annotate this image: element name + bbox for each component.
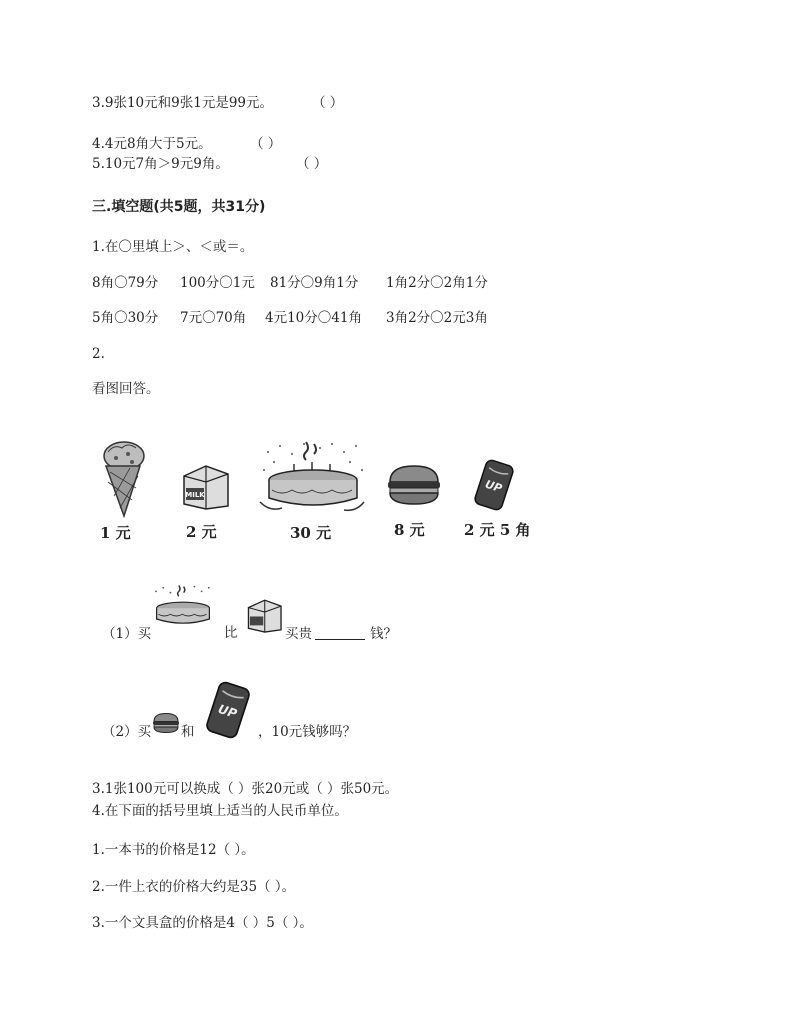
price-cake: 30 元 xyxy=(290,524,332,542)
soda-can-icon xyxy=(200,680,256,740)
subq2-suffix: ，10元钱够吗？ xyxy=(258,724,357,740)
fill-q2-title: 看图回答。 xyxy=(92,381,160,397)
compare-item[interactable]: 7元〇70角 xyxy=(180,310,247,326)
judge-q5-paren[interactable]: （ ） xyxy=(296,156,328,172)
price-hamburger: 8 元 xyxy=(394,521,425,539)
compare-item[interactable]: 1角2分〇2角1分 xyxy=(386,275,488,291)
price-ice-cream: 1 元 xyxy=(100,524,131,542)
cake-icon xyxy=(258,440,368,516)
judge-q5: 5.10元7角＞9元9角。 xyxy=(92,156,229,172)
answer-blank[interactable] xyxy=(315,625,365,645)
subq1-suffix-a: 买贵 xyxy=(285,626,312,642)
fill-q4-sub2: 2.一件上衣的价格大约是35（ ）。 xyxy=(92,879,296,895)
subq2-prefix: （2）买 xyxy=(102,724,152,740)
compare-item[interactable]: 81分〇9角1分 xyxy=(270,275,359,291)
subq1-suffix-b: 钱？ xyxy=(370,626,397,642)
fill-q4-sub3: 3.一个文具盒的价格是4（ ）5（ ）。 xyxy=(92,915,313,931)
subq2-mid: 和 xyxy=(181,724,195,740)
ice-cream-icon xyxy=(100,438,148,518)
compare-item[interactable]: 3角2分〇2元3角 xyxy=(386,310,488,326)
hamburger-icon xyxy=(152,712,180,734)
fill-q4-title: 4.在下面的括号里填上适当的人民币单位。 xyxy=(92,803,348,819)
subq1-prefix: （1）买 xyxy=(102,626,152,642)
section-title: 三.填空题(共5题，共31分) xyxy=(92,199,266,215)
judge-q4-paren[interactable]: （ ） xyxy=(250,136,282,152)
can-label: UP xyxy=(483,477,504,496)
fill-q3: 3.1张100元可以换成（ ）张20元或（ ）张50元。 xyxy=(92,781,399,797)
price-milk: 2 元 xyxy=(186,523,217,541)
cake-icon xyxy=(150,578,216,636)
subq1-mid: 比 xyxy=(224,625,238,641)
compare-item[interactable]: 8角〇79分 xyxy=(92,275,159,291)
compare-item[interactable]: 5角〇30分 xyxy=(92,310,159,326)
fill-q2-number: 2. xyxy=(92,346,105,362)
judge-q3: 3.9张10元和9张1元是99元。 xyxy=(92,95,274,111)
can-label: UP xyxy=(216,701,239,722)
judge-q3-paren[interactable]: （ ） xyxy=(312,95,344,111)
hamburger-icon xyxy=(386,464,442,506)
soda-can-icon xyxy=(470,458,518,512)
fill-q4-sub1: 1.一本书的价格是12（ ）。 xyxy=(92,842,255,858)
milk-label: MILK xyxy=(185,491,205,499)
milk-carton-icon xyxy=(244,596,284,634)
judge-q4: 4.4元8角大于5元。 xyxy=(92,136,212,152)
compare-item[interactable]: 100分〇1元 xyxy=(180,275,255,291)
price-soda: 2 元 5 角 xyxy=(464,521,531,539)
compare-item[interactable]: 4元10分〇41角 xyxy=(265,310,362,326)
milk-carton-icon xyxy=(178,462,232,510)
fill-q1-title: 1.在〇里填上＞、＜或＝。 xyxy=(92,239,254,255)
